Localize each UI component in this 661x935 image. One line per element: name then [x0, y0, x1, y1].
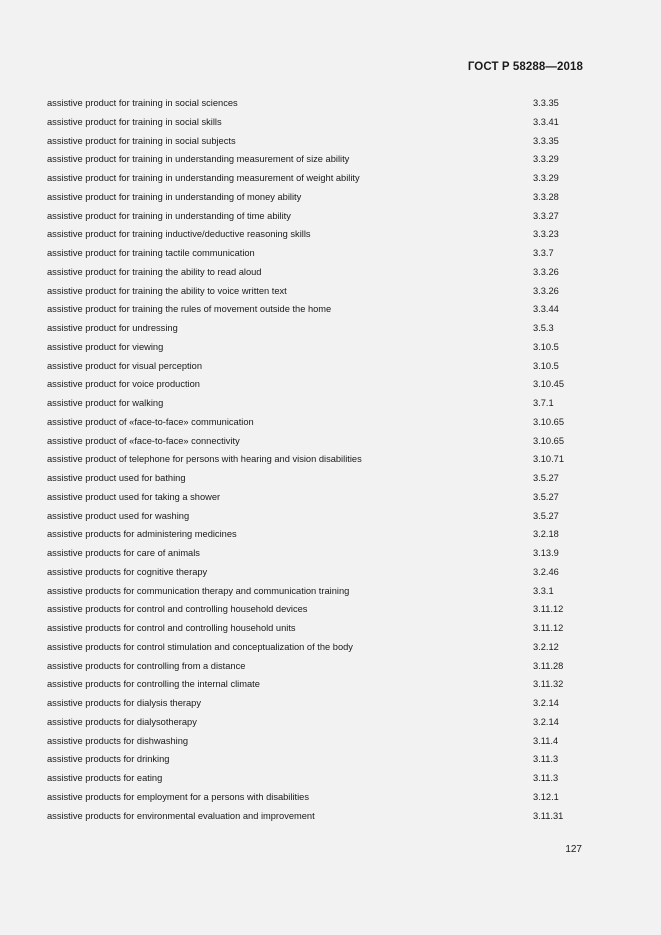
index-entry — [47, 225, 587, 244]
index-entry — [47, 675, 587, 694]
index-entry — [47, 169, 587, 188]
index-reference: 3.2.18 — [533, 529, 559, 540]
index-term: assistive product used for washing — [47, 510, 190, 521]
index-term: assistive product for visual perception — [47, 360, 203, 371]
index-entry — [47, 432, 587, 451]
index-reference: 3.3.1 — [533, 585, 554, 596]
index-entry — [47, 544, 587, 563]
index-term: assistive product used for bathing — [47, 473, 186, 483]
index-term: assistive products for cognitive therapy — [47, 566, 208, 577]
index-term: assistive products for environmental evaluation and improvement — [47, 810, 315, 821]
index-reference: 3.3.23 — [533, 229, 559, 240]
index-reference: 3.7.1 — [533, 398, 554, 408]
index-term: assistive product for walking — [47, 398, 164, 408]
index-reference: 3.11.3 — [533, 754, 559, 765]
index-entry — [47, 525, 587, 544]
index-term: assistive products for drinking — [47, 754, 170, 765]
index-entry — [47, 282, 587, 301]
index-entry — [47, 375, 587, 394]
index-reference: 3.10.71 — [533, 454, 565, 465]
index-term: assistive products for care of animals — [47, 548, 200, 558]
index-term: assistive product for undressing — [47, 323, 178, 333]
index-term: assistive product for training in social sciences — [47, 98, 238, 108]
index-reference: 3.2.46 — [533, 566, 559, 577]
index-entry — [47, 188, 587, 207]
index-term: assistive products for communication therapy and communication training — [47, 585, 350, 596]
index-reference: 3.5.27 — [533, 510, 559, 521]
index-entry — [47, 300, 587, 319]
index-term: assistive product for training the ability to read aloud — [47, 266, 262, 277]
index-reference: 3.10.5 — [533, 360, 559, 371]
index-reference: 3.3.27 — [533, 210, 559, 221]
index-reference: 3.3.35 — [533, 135, 559, 146]
index-entry — [47, 338, 587, 357]
index-entry — [47, 113, 587, 132]
index-entry — [47, 582, 587, 601]
index-term: assistive product for training in understanding measurement of size ability — [47, 154, 350, 165]
index-entry — [47, 750, 587, 769]
index-term: assistive product for training in understanding measurement of weight ability — [47, 173, 360, 183]
index-reference: 3.3.26 — [533, 285, 559, 296]
index-reference: 3.3.28 — [533, 191, 559, 202]
index-reference: 3.3.44 — [533, 304, 559, 315]
index-entry — [47, 450, 587, 469]
index-reference: 3.2.14 — [533, 698, 559, 708]
index-reference: 3.11.32 — [533, 679, 564, 690]
index-term: assistive products for employment for a persons with disabilities — [47, 791, 309, 802]
index-reference: 3.3.35 — [533, 98, 559, 108]
index-term: assistive product for training in understanding of money ability — [47, 191, 302, 202]
index-term: assistive products for administering medicines — [47, 529, 237, 540]
index-entry — [47, 638, 587, 657]
index-term: assistive product used for taking a shower — [47, 491, 221, 502]
index-reference: 3.3.29 — [533, 154, 559, 165]
index-term: assistive products for eating — [47, 773, 163, 783]
index-term: assistive products for dialysotherapy — [47, 716, 197, 727]
index-reference: 3.11.12 — [533, 604, 564, 615]
index-entry — [47, 150, 587, 169]
index-reference: 3.3.29 — [533, 173, 559, 183]
index-term: assistive products for control stimulation and conceptualization of the body — [47, 641, 353, 652]
index-entry — [47, 807, 587, 826]
index-entry — [47, 507, 587, 526]
index-term: assistive product of telephone for persons with hearing and vision disabilities — [47, 454, 362, 465]
index-entry — [47, 357, 587, 376]
index-entry — [47, 788, 587, 807]
index-reference: 3.3.41 — [533, 116, 559, 127]
index-reference: 3.5.27 — [533, 473, 559, 483]
index-reference: 3.11.3 — [533, 773, 559, 783]
index-term: assistive product for training in social skills — [47, 116, 222, 127]
index-term: assistive products for controlling from a distance — [47, 660, 246, 671]
index-term: assistive product of «face-to-face» communication — [47, 416, 254, 427]
index-entry — [47, 732, 587, 751]
index-list — [47, 94, 587, 825]
index-term: assistive product for viewing — [47, 341, 164, 352]
index-entry — [47, 469, 587, 488]
index-reference: 3.11.12 — [533, 623, 564, 633]
index-term: assistive products for control and controlling household devices — [47, 604, 308, 615]
index-entry — [47, 694, 587, 713]
index-reference: 3.13.9 — [533, 548, 559, 558]
index-term: assistive products for control and controlling household units — [47, 623, 296, 633]
index-term: assistive product for training inductive/deductive reasoning skills — [47, 229, 311, 240]
index-term: assistive product for voice production — [47, 379, 200, 390]
page-number: 127 — [565, 844, 582, 855]
index-reference: 3.10.65 — [533, 416, 565, 427]
index-reference: 3.10.65 — [533, 435, 565, 446]
index-entry — [47, 769, 587, 788]
index-reference: 3.5.3 — [533, 323, 554, 333]
index-entry — [47, 563, 587, 582]
index-reference: 3.2.14 — [533, 716, 559, 727]
document-header-standard: ГОСТ Р 58288—2018 — [467, 61, 583, 73]
index-term: assistive product of «face-to-face» connectivity — [47, 435, 240, 446]
index-entry — [47, 319, 587, 338]
index-term: assistive products for dishwashing — [47, 735, 189, 746]
index-reference: 3.3.7 — [533, 248, 554, 258]
index-entry — [47, 394, 587, 413]
index-term: assistive products for dialysis therapy — [47, 698, 201, 708]
index-entry — [47, 263, 587, 282]
index-entry — [47, 413, 587, 432]
index-term: assistive product for training the rules of movement outside the home — [47, 304, 332, 315]
index-term: assistive products for controlling the internal climate — [47, 679, 260, 690]
index-term: assistive product for training in social subjects — [47, 135, 236, 146]
index-entry — [47, 207, 587, 226]
index-reference: 3.11.31 — [533, 810, 564, 821]
index-entry — [47, 657, 587, 676]
index-reference: 3.12.1 — [533, 791, 559, 802]
index-reference: 3.10.45 — [533, 379, 565, 390]
index-reference: 3.5.27 — [533, 491, 559, 502]
index-entry — [47, 713, 587, 732]
index-term: assistive product for training the ability to voice written text — [47, 285, 287, 296]
index-reference: 3.10.5 — [533, 341, 559, 352]
index-term: assistive product for training in understanding of time ability — [47, 210, 291, 221]
index-entry — [47, 132, 587, 151]
index-entry — [47, 619, 587, 638]
index-entry — [47, 488, 587, 507]
index-term: assistive product for training tactile communication — [47, 248, 255, 258]
index-entry — [47, 600, 587, 619]
index-reference: 3.2.12 — [533, 641, 559, 652]
index-reference: 3.3.26 — [533, 266, 559, 277]
index-entry — [47, 244, 587, 263]
index-reference: 3.11.4 — [533, 735, 559, 746]
index-reference: 3.11.28 — [533, 660, 564, 671]
index-entry — [47, 94, 587, 113]
